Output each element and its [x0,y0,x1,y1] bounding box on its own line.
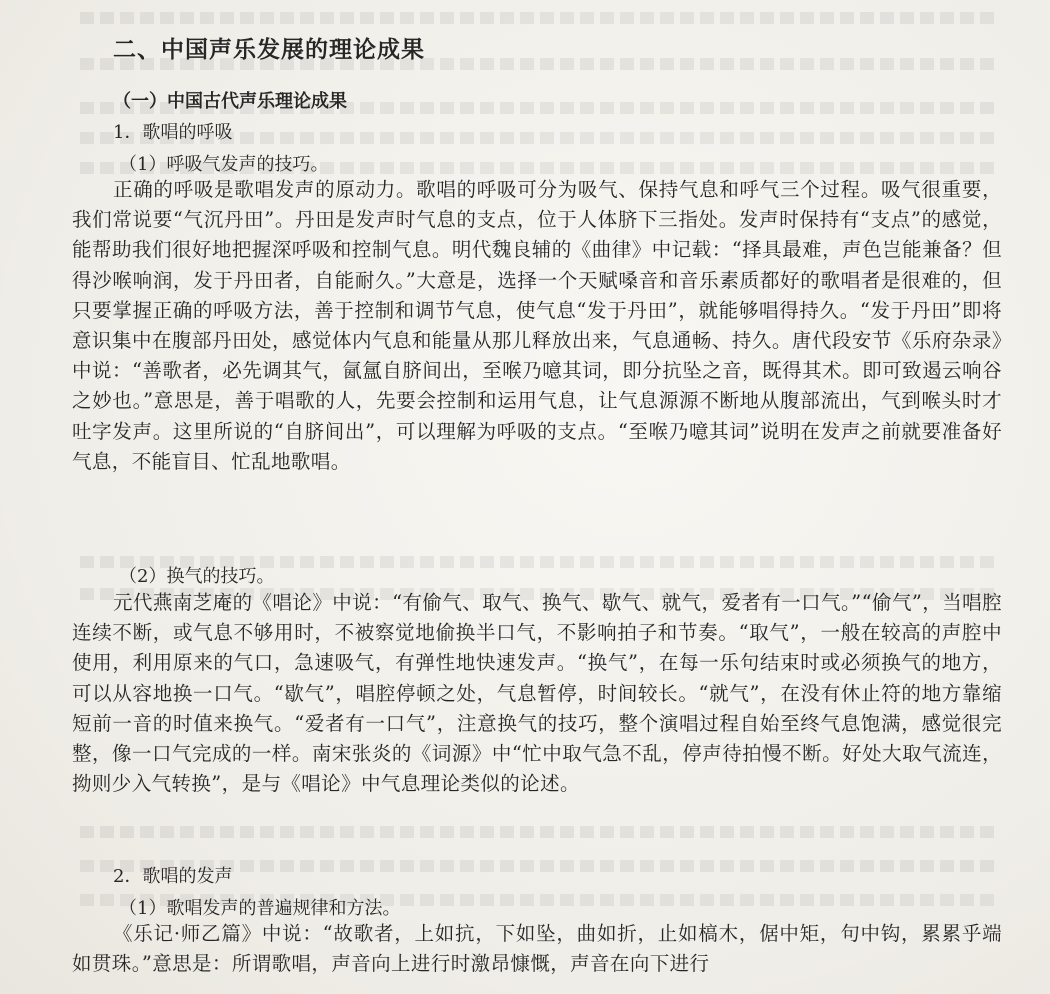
paragraph-breathing: 正确的呼吸是歌唱发声的原动力。歌唱的呼吸可分为吸气、保持气息和呼气三个过程。吸气很重要，我们常说要“气沉丹田”。丹田是发声时气息的支点，位于人体脐下三指处。发声时保持有“支点”的感觉，能帮助我们很好地把握深呼吸和控制气息。明代魏良辅的《曲律》中记载：“择具最难，声色岂能兼备？但得沙喉响润，发于丹田者，自能耐久。”大意是，选择一个天赋嗓音和音乐素质都好的歌唱者是很难的，但只要掌握正确的呼吸方法，善于控制和调节气息，使气息“发于丹田”，就能够唱得持久。“发于丹田”即将意识集中在腹部丹田处，感觉体内气息和能量从那儿释放出来，气息通畅、持久。唐代段安节《乐府杂录》中说：“善歌者，必先调其气，氤氲自脐间出，至喉乃噫其词，即分抗坠之音，既得其术。即可致遏云响谷之妙也。”意思是，善于唱歌的人，先要会控制和运用气息，让气息源源不断地从腹部流出，气到喉头时才吐字发声。这里所说的“自脐间出”，可以理解为呼吸的支点。“至喉乃噫其词”说明在发声之前就要准备好气息，不能盲目、忙乱地歌唱。 [72,178,1002,473]
item-heading-breath-technique: （1）呼吸气发声的技巧。 [119,154,329,175]
item-heading-vocal-rules: （1）歌唱发声的普遍规律和方法。 [119,898,401,919]
topic-heading-breathing: 1．歌唱的呼吸 [113,122,233,143]
section-heading: 二、中国声乐发展的理论成果 [113,37,425,63]
paragraph-breath-change: 元代燕南芝庵的《唱论》中说：“有偷气、取气、换气、歇气、就气，爱者有一口气。”“偷气”，当唱腔连续不断，或气息不够用时，不被察觉地偷换半口气，不影响拍子和节奏。“取气”，一般在较高的声腔中使用，利用原来的气口，急速吸气，有弹性地快速发声。“换气”，在每一乐句结束时或必须换气的地方，可以从容地换一口气。“歇气”，唱腔停顿之处，气息暂停，时间较长。“就气”，在没有休止符的地方靠缩短前一音的时值来换气。“爱者有一口气”，注意换气的技巧，整个演唱过程自始至终气息饱满，感觉很完整，像一口气完成的一样。南宋张炎的《词源》中“忙中取气急不乱，停声待拍慢不断。好处大取气流连，拗则少入气转换”，是与《唱论》中气息理论类似的论述。 [72,591,1002,796]
topic-heading-vocalization: 2．歌唱的发声 [113,866,233,887]
subsection-heading: （一）中国古代声乐理论成果 [113,91,347,112]
item-heading-breath-change: （2）换气的技巧。 [119,566,275,587]
paragraph-vocal-rules: 《乐记·师乙篇》中说：“故歌者，上如抗，下如坠，曲如折，止如槁木，倨中矩，句中钩，累累乎端如贯珠。”意思是：所谓歌唱，声音向上进行时激昂慷慨，声音在向下进行 [72,922,1002,976]
